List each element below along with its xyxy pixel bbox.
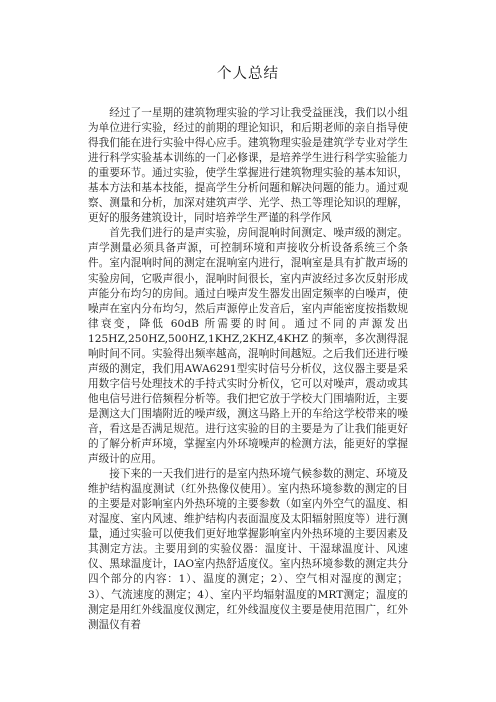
document-body — [88, 106, 408, 633]
paragraph: 经过了一星期的建筑物理实验的学习让我受益匪浅，我们以小组为单位进行实验，经过的前期的理论知识，和后期老师的亲自指导使得我们能在进行实验中得心应手。建筑物理实验是建筑学专业对学生进行科学实验基本训练的一门必修课，是培养学生进行科学实验能力的重要环节。通过实验，使学生掌握进行建筑物理实验的基本知识，基本方法和基本技能，提高学生分析问题和解决问题的能力。通过观察、测量和分析，加深对建筑声学、光学、热工等理论知识的理解，更好的服务建筑设计，同时培养学生严谨的科学作风 — [88, 107, 408, 225]
paragraph: 首先我们进行的是声实验，房间混响时间测定、噪声级的测定。声学测量必须具备声源，可控制环境和声接收分析设备系统三个条件。室内混响时间的测定在混响室内进行，混响室是具有扩散声场的实验房间，它吸声很小，混响时间很长，室内声波经过多次反射形成声能分布均匀的房间。通过白噪声发生器发出固定频率的白噪声，使噪声在室内分布均匀，然后声源停止发音后，室内声能密度按指数规律衰变，降低 60dB 所需要的时间。通过不同的声源发出125HZ,250HZ,500HZ,1KHZ,2KHZ,4KHZ 的频率，多次测得混响时间不同。实验得出频率越高，混响时间越短。之后我们还进行噪声级的测定，我们用AWA6291型实时信号分析仪，这仪器主要是采用数字信号处理技术的手持式实时分析仪，它可以对噪声，震动或其他电信号进行倍频程分析等。我们把它放于学校大门围墙附近，主要是测这大门围墙附近的噪声级，测这马路上开的车给这学校带来的噪音，看这是否满足规范。进行这实验的目的主要是为了让我们能更好的了解分析声环境，掌握室内外环境噪声的检测方法，能更好的掌握声级计的应用。 — [88, 227, 408, 466]
paragraph: 接下来的一天我们进行的是室内热环境气候参数的测定、环境及维护结构温度测试（红外热像仪使用）。室内热环境参数的测定的目的主要是对影响室内外热环境的主要参数（如室内外空气的温度、相对湿度、室内风速、维护结构内表面温度及太阳辐射照度等）进行测量，通过实验可以使我们更好地掌握影响室内外热环境的主要因素及其测定方法。主要用到的实验仪器：温度计、干湿球温度计、风速仪、黑球温度计，IAO室内热舒适度仪。室内热环境参数的测定共分四个部分的内容：1）、温度的测定；2）、空气相对湿度的测定；3）、气流速度的测定；4）、室内平均辐射温度的MRT测定；温度的测定是用红外线温度仪测定，红外线温度仪主要是使用范围广，红外测温仪有着 — [88, 468, 408, 631]
document-title: 个人总结 — [217, 66, 279, 82]
